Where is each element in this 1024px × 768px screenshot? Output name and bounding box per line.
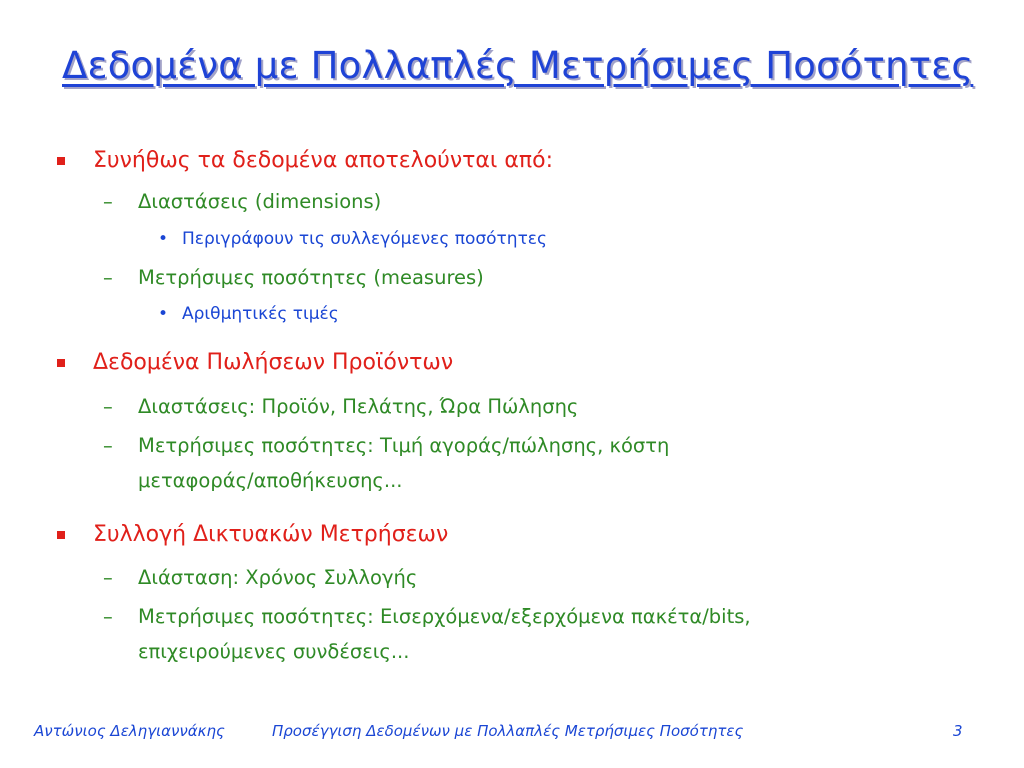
sub-bullet-1-1 [103,190,382,213]
sub-bullet-1-1-text: Διαστάσεις (dimensions) [138,190,382,213]
sub-bullet-2-2 [103,434,670,457]
slide-title: Δεδομένα με Πολλαπλές Μετρήσιμες Ποσότητες [62,44,974,87]
sub-bullet-1-2 [103,266,484,289]
sub-bullet-3-1-text: Διάσταση: Χρόνος Συλλογής [138,566,418,589]
dash-bullet-icon: – [103,190,113,213]
dash-bullet-icon: – [103,566,113,589]
square-bullet-icon [57,157,65,165]
sub-bullet-2-1 [103,395,579,418]
sub-bullet-2-2-text-line2: μεταφοράς/αποθήκευσης... [138,469,403,492]
bullet-1 [93,148,553,173]
dash-bullet-icon: – [103,434,113,457]
footer-course-title: Προσέγγιση Δεδομένων με Πολλαπλές Μετρήσιμες Ποσότητες [272,722,744,740]
sub-sub-bullet-1-1-1 [158,229,547,249]
bullet-1-text: Συνήθως τα δεδομένα αποτελούνται από: [93,148,553,173]
dash-bullet-icon: – [103,266,113,289]
sub-sub-bullet-1-2-1 [158,304,339,324]
sub-bullet-3-2-text-line1: Μετρήσιμες ποσότητες: Εισερχόμενα/εξερχόμενα πακέτα/bits, [138,605,751,628]
footer-author: Αντώνιος Δεληγιαννάκης [34,722,225,740]
sub-bullet-2-2-text-line1: Μετρήσιμες ποσότητες: Τιμή αγοράς/πώλησης, κόστη [138,434,670,457]
dot-bullet-icon: • [158,304,169,324]
bullet-3 [93,522,448,547]
sub-bullet-3-1 [103,566,418,589]
sub-bullet-2-1-text: Διαστάσεις: Προϊόν, Πελάτης, Ώρα Πώλησης [138,395,579,418]
dash-bullet-icon: – [103,395,113,418]
sub-sub-bullet-1-2-1-text: Αριθμητικές τιμές [182,304,339,324]
sub-bullet-2-2-continuation [138,469,402,492]
square-bullet-icon [57,359,65,367]
dot-bullet-icon: • [158,229,169,249]
sub-bullet-1-2-text: Μετρήσιμες ποσότητες (measures) [138,266,484,289]
bullet-2 [93,350,453,375]
square-bullet-icon [57,531,65,539]
bullet-3-text: Συλλογή Δικτυακών Μετρήσεων [93,522,449,547]
sub-bullet-3-2-continuation [138,640,409,663]
dash-bullet-icon: – [103,605,113,628]
footer-page-number: 3 [953,722,963,740]
bullet-2-text: Δεδομένα Πωλήσεων Προϊόντων [93,350,454,375]
sub-bullet-3-2 [103,605,751,628]
sub-sub-bullet-1-1-1-text: Περιγράφουν τις συλλεγόμενες ποσότητες [182,229,547,249]
sub-bullet-3-2-text-line2: επιχειρούμενες συνδέσεις... [138,640,410,663]
